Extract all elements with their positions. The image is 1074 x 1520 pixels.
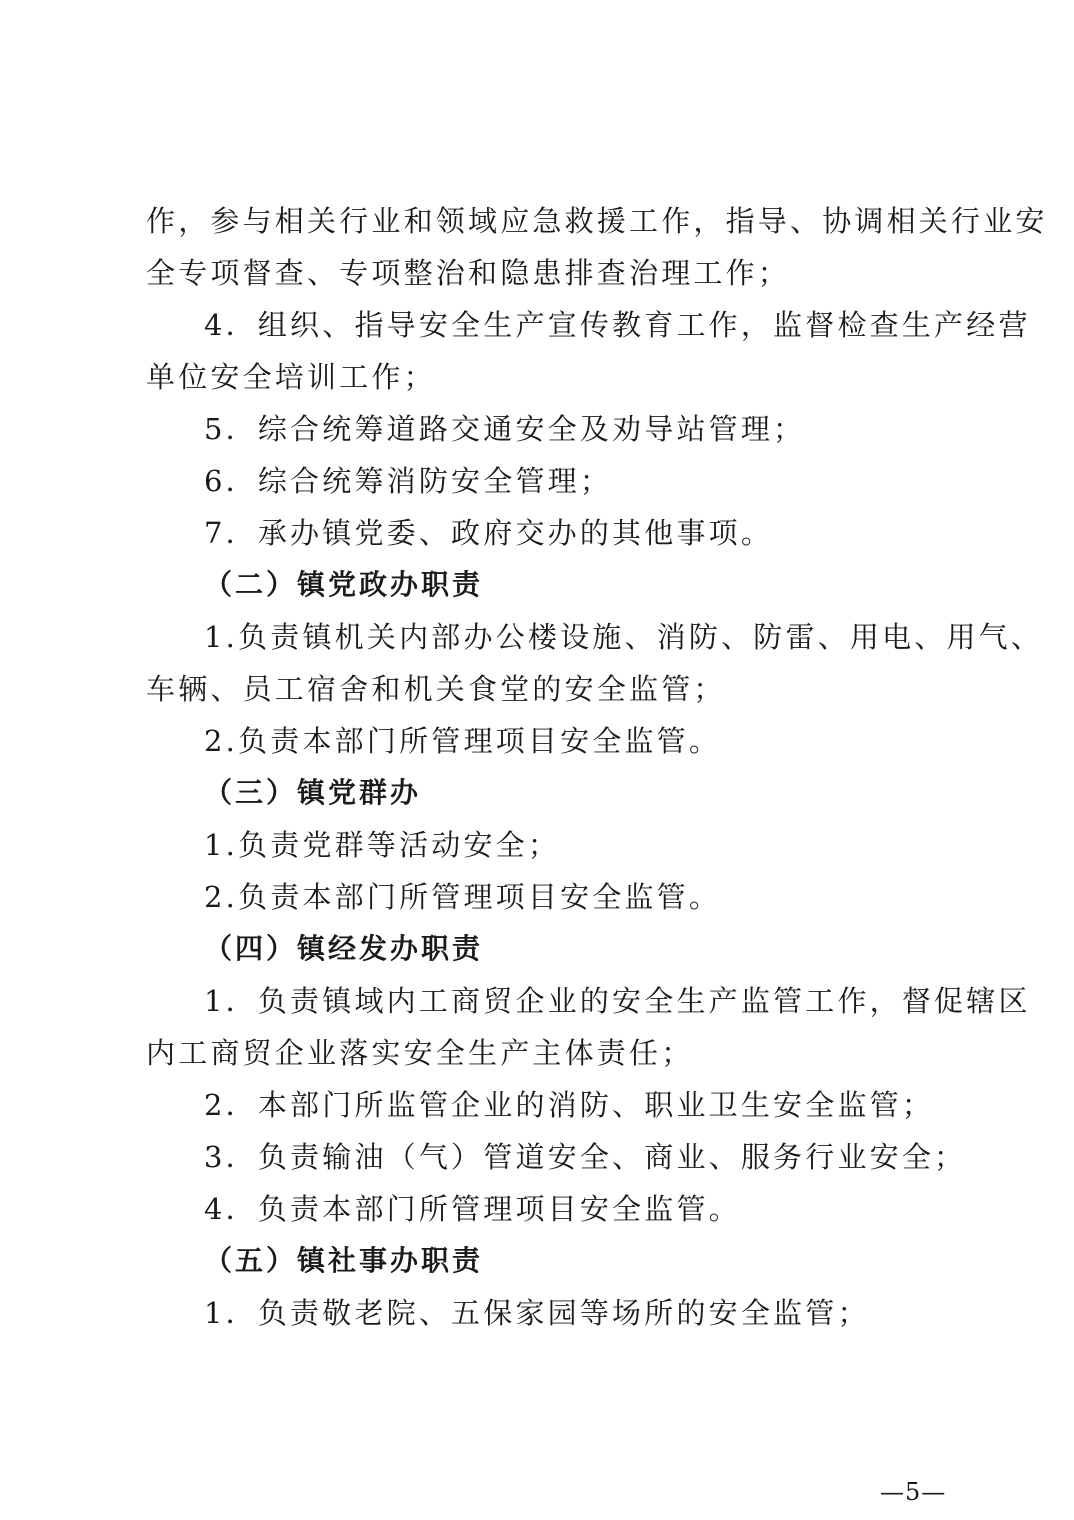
list-item: 1.负责镇机关内部办公楼设施、消防、防雷、用电、用气、 <box>204 620 1044 654</box>
list-item: 1．负责镇域内工商贸企业的安全生产监管工作，督促辖区 <box>204 984 1031 1018</box>
list-item: 6．综合统筹消防安全管理； <box>204 464 613 498</box>
paragraph-line: 全专项督查、专项整治和隐患排查治理工作； <box>146 256 791 290</box>
section-heading: （三）镇党群办 <box>204 776 422 809</box>
list-item: 2．本部门所监管企业的消防、职业卫生安全监管； <box>204 1088 935 1122</box>
section-heading: （二）镇党政办职责 <box>204 568 484 601</box>
paragraph-line: 作，参与相关行业和领域应急救援工作，指导、协调相关行业安 <box>146 204 1048 238</box>
list-item: 4．组织、指导安全生产宣传教育工作，监督检查生产经营 <box>204 308 1031 342</box>
list-item: 4．负责本部门所管理项目安全监管。 <box>204 1192 741 1226</box>
list-item: 2.负责本部门所管理项目安全监管。 <box>204 724 722 758</box>
list-item: 2.负责本部门所管理项目安全监管。 <box>204 880 722 914</box>
list-item: 1．负责敬老院、五保家园等场所的安全监管； <box>204 1296 870 1330</box>
paragraph-line: 单位安全培训工作； <box>146 360 436 394</box>
list-item: 1.负责党群等活动安全； <box>204 828 561 862</box>
paragraph-line: 车辆、员工宿舍和机关食堂的安全监管； <box>146 672 726 706</box>
list-item: 7．承办镇党委、政府交办的其他事项。 <box>204 516 774 550</box>
list-item: 5．综合统筹道路交通安全及劝导站管理； <box>204 412 806 446</box>
section-heading: （五）镇社事办职责 <box>204 1244 484 1277</box>
list-item: 3．负责输油（气）管道安全、商业、服务行业安全； <box>204 1140 967 1174</box>
page-number: —5— <box>880 1478 947 1506</box>
paragraph-line: 内工商贸企业落实安全生产主体责任； <box>146 1036 694 1070</box>
section-heading: （四）镇经发办职责 <box>204 932 484 965</box>
